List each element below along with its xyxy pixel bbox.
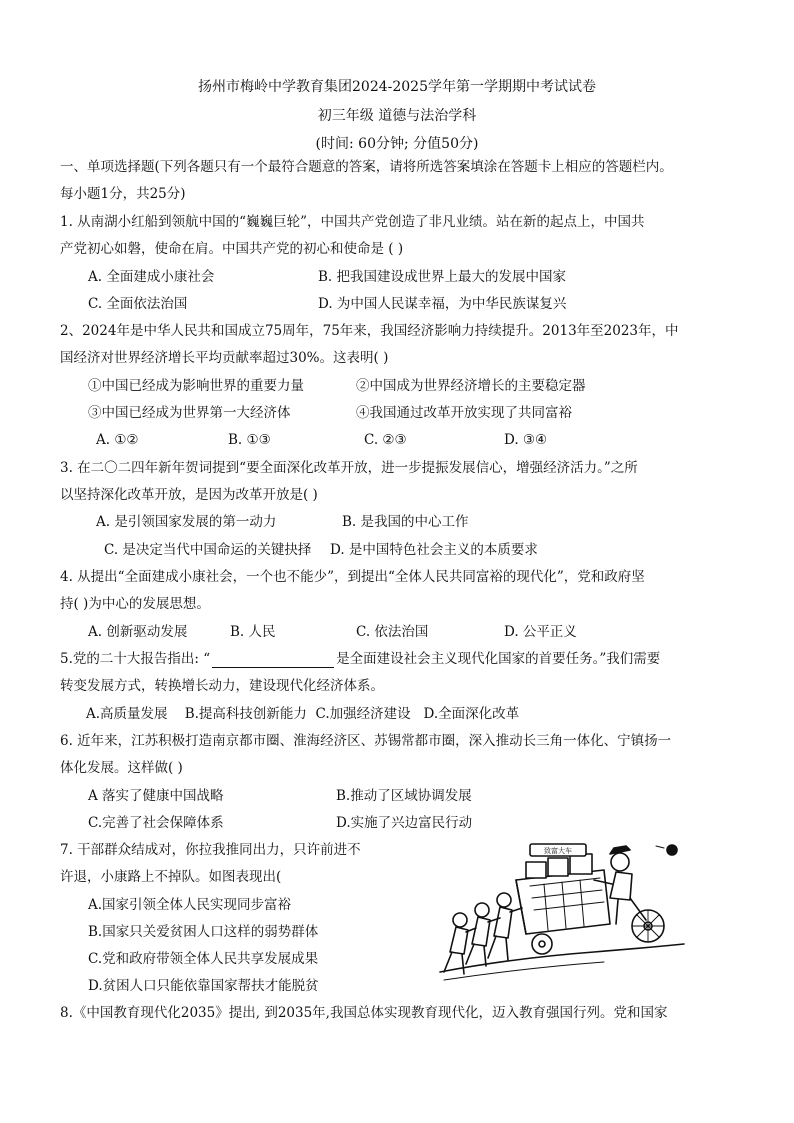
q1-option-c: C. 全面依法治国	[88, 296, 188, 312]
q3-option-b: B. 是我国的中心工作	[342, 514, 469, 530]
exam-subtitle: 初三年级 道德与法治学科	[317, 108, 477, 124]
q2-stem-cont: 国经济对世界经济增长平均贡献率超过30%。这表明( )	[60, 350, 389, 366]
q8-stem: 8.《中国教育现代化2035》提出, 到2035年,我国总体实现教育现代化，迈入教育强国行列。党和国家	[60, 1005, 668, 1021]
q2-option-a: A. ①②	[96, 432, 139, 448]
q2-statement-1: ①中国已经成为影响世界的重要力量	[88, 378, 304, 394]
q5-stem	[60, 650, 660, 668]
q2-statement-2: ②中国成为世界经济增长的主要稳定器	[356, 378, 586, 394]
q2-statement-3: ③中国已经成为世界第一大经济体	[88, 405, 291, 421]
q2-option-c: C. ②③	[364, 432, 407, 448]
q1-option-d: D. 为中国人民谋幸福，为中华民族谋复兴	[318, 296, 567, 312]
q1-stem-cont: 产党初心如磐，使命在肩。中国共产党的初心和使命是 ( )	[60, 241, 404, 257]
q6-option-a: A 落实了健康中国战略	[88, 788, 224, 804]
q7-stem-cont: 许退，小康路上不掉队。如图表现出(	[60, 869, 282, 885]
q4-stem-cont: 持( )为中心的发展思想。	[60, 596, 210, 612]
q5-stem-pre: 5.党的二十大报告指出: “	[60, 651, 211, 667]
q4-option-c: C. 依法治国	[356, 624, 429, 640]
q5-answer-blank	[212, 653, 334, 668]
section-instruction: 一、单项选择题(下列各题只有一个最符合题意的答案，请将所选答案填涂在答题卡上相应的答题栏内。	[60, 159, 673, 175]
q6-option-c: C.完善了社会保障体系	[88, 815, 224, 831]
q3-option-a: A. 是引领国家发展的第一动力	[96, 514, 277, 530]
cartoon-illustration	[434, 840, 690, 984]
exam-title: 扬州市梅岭中学教育集团2024-2025学年第一学期期中考试试卷	[198, 79, 596, 95]
q7-option-b: B.国家只关爱贫困人口这样的弱势群体	[88, 924, 319, 940]
q3-option-c: C. 是决定当代中国命运的关键抉择	[104, 542, 312, 558]
q3-option-d: D. 是中国特色社会主义的本质要求	[330, 542, 538, 558]
q4-option-d: D. 公平正义	[504, 624, 577, 640]
cartoon-sign-text: 致富大车	[544, 847, 572, 855]
q2-statement-4: ④我国通过改革开放实现了共同富裕	[356, 405, 572, 421]
q7-stem: 7. 干部群众结成对，你拉我推同出力，只许前进不	[60, 842, 361, 858]
q4-option-b: B. 人民	[230, 624, 276, 640]
q5-stem-cont: 转变发展方式，转换增长动力，建设现代化经济体系。	[60, 678, 384, 694]
q1-stem: 1. 从南湖小红船到领航中国的“巍巍巨轮”，中国共产党创造了非凡业绩。站在新的起点上，中国共	[60, 214, 645, 230]
q6-option-d: D.实施了兴边富民行动	[336, 815, 473, 831]
q4-option-a: A. 创新驱动发展	[88, 624, 188, 640]
q3-stem-cont: 以坚持深化改革开放，是因为改革开放是( )	[60, 487, 318, 503]
q2-stem: 2、2024年是中华人民共和国成立75周年，75年来，我国经济影响力持续提升。2013年至2023年，中	[60, 323, 679, 339]
q7-option-a: A.国家引领全体人民实现同步富裕	[88, 897, 292, 913]
q3-stem: 3. 在二〇二四年新年贺词提到“要全面深化改革开放，进一步提振发展信心，增强经济活力。”之所	[60, 460, 638, 476]
q7-option-c: C.党和政府带领全体人民共享发展成果	[88, 951, 319, 967]
q1-option-b: B. 把我国建设成世界上最大的发展中国家	[318, 269, 567, 285]
q1-option-a: A. 全面建成小康社会	[88, 269, 215, 285]
q2-option-b: B. ①③	[228, 432, 271, 448]
q2-option-d: D. ③④	[504, 432, 548, 448]
exam-meta: (时间: 60分钟; 分值50分)	[315, 136, 479, 152]
q5-options: A.高质量发展 B.提高科技创新能力 C.加强经济建设 D.全面深化改革	[86, 706, 520, 722]
q6-option-b: B.推动了区域协调发展	[336, 788, 472, 804]
q6-stem: 6. 近年来，江苏积极打造南京都市圈、淮海经济区、苏锡常都市圈，深入推动长三角一体化、宁镇扬一	[60, 733, 672, 749]
q6-stem-cont: 体化发展。这样做( )	[60, 760, 183, 776]
q7-option-d: D.贫困人口只能依靠国家帮扶才能脱贫	[88, 978, 319, 994]
q5-stem-post: 是全面建设社会主义现代化国家的首要任务。”我们需要	[336, 651, 661, 667]
section-instruction-cont: 每小题1分，共25分)	[60, 186, 186, 202]
q4-stem: 4. 从提出“全面建成小康社会，一个也不能少”，到提出“全体人民共同富裕的现代化”，党和政府坚	[60, 569, 645, 585]
